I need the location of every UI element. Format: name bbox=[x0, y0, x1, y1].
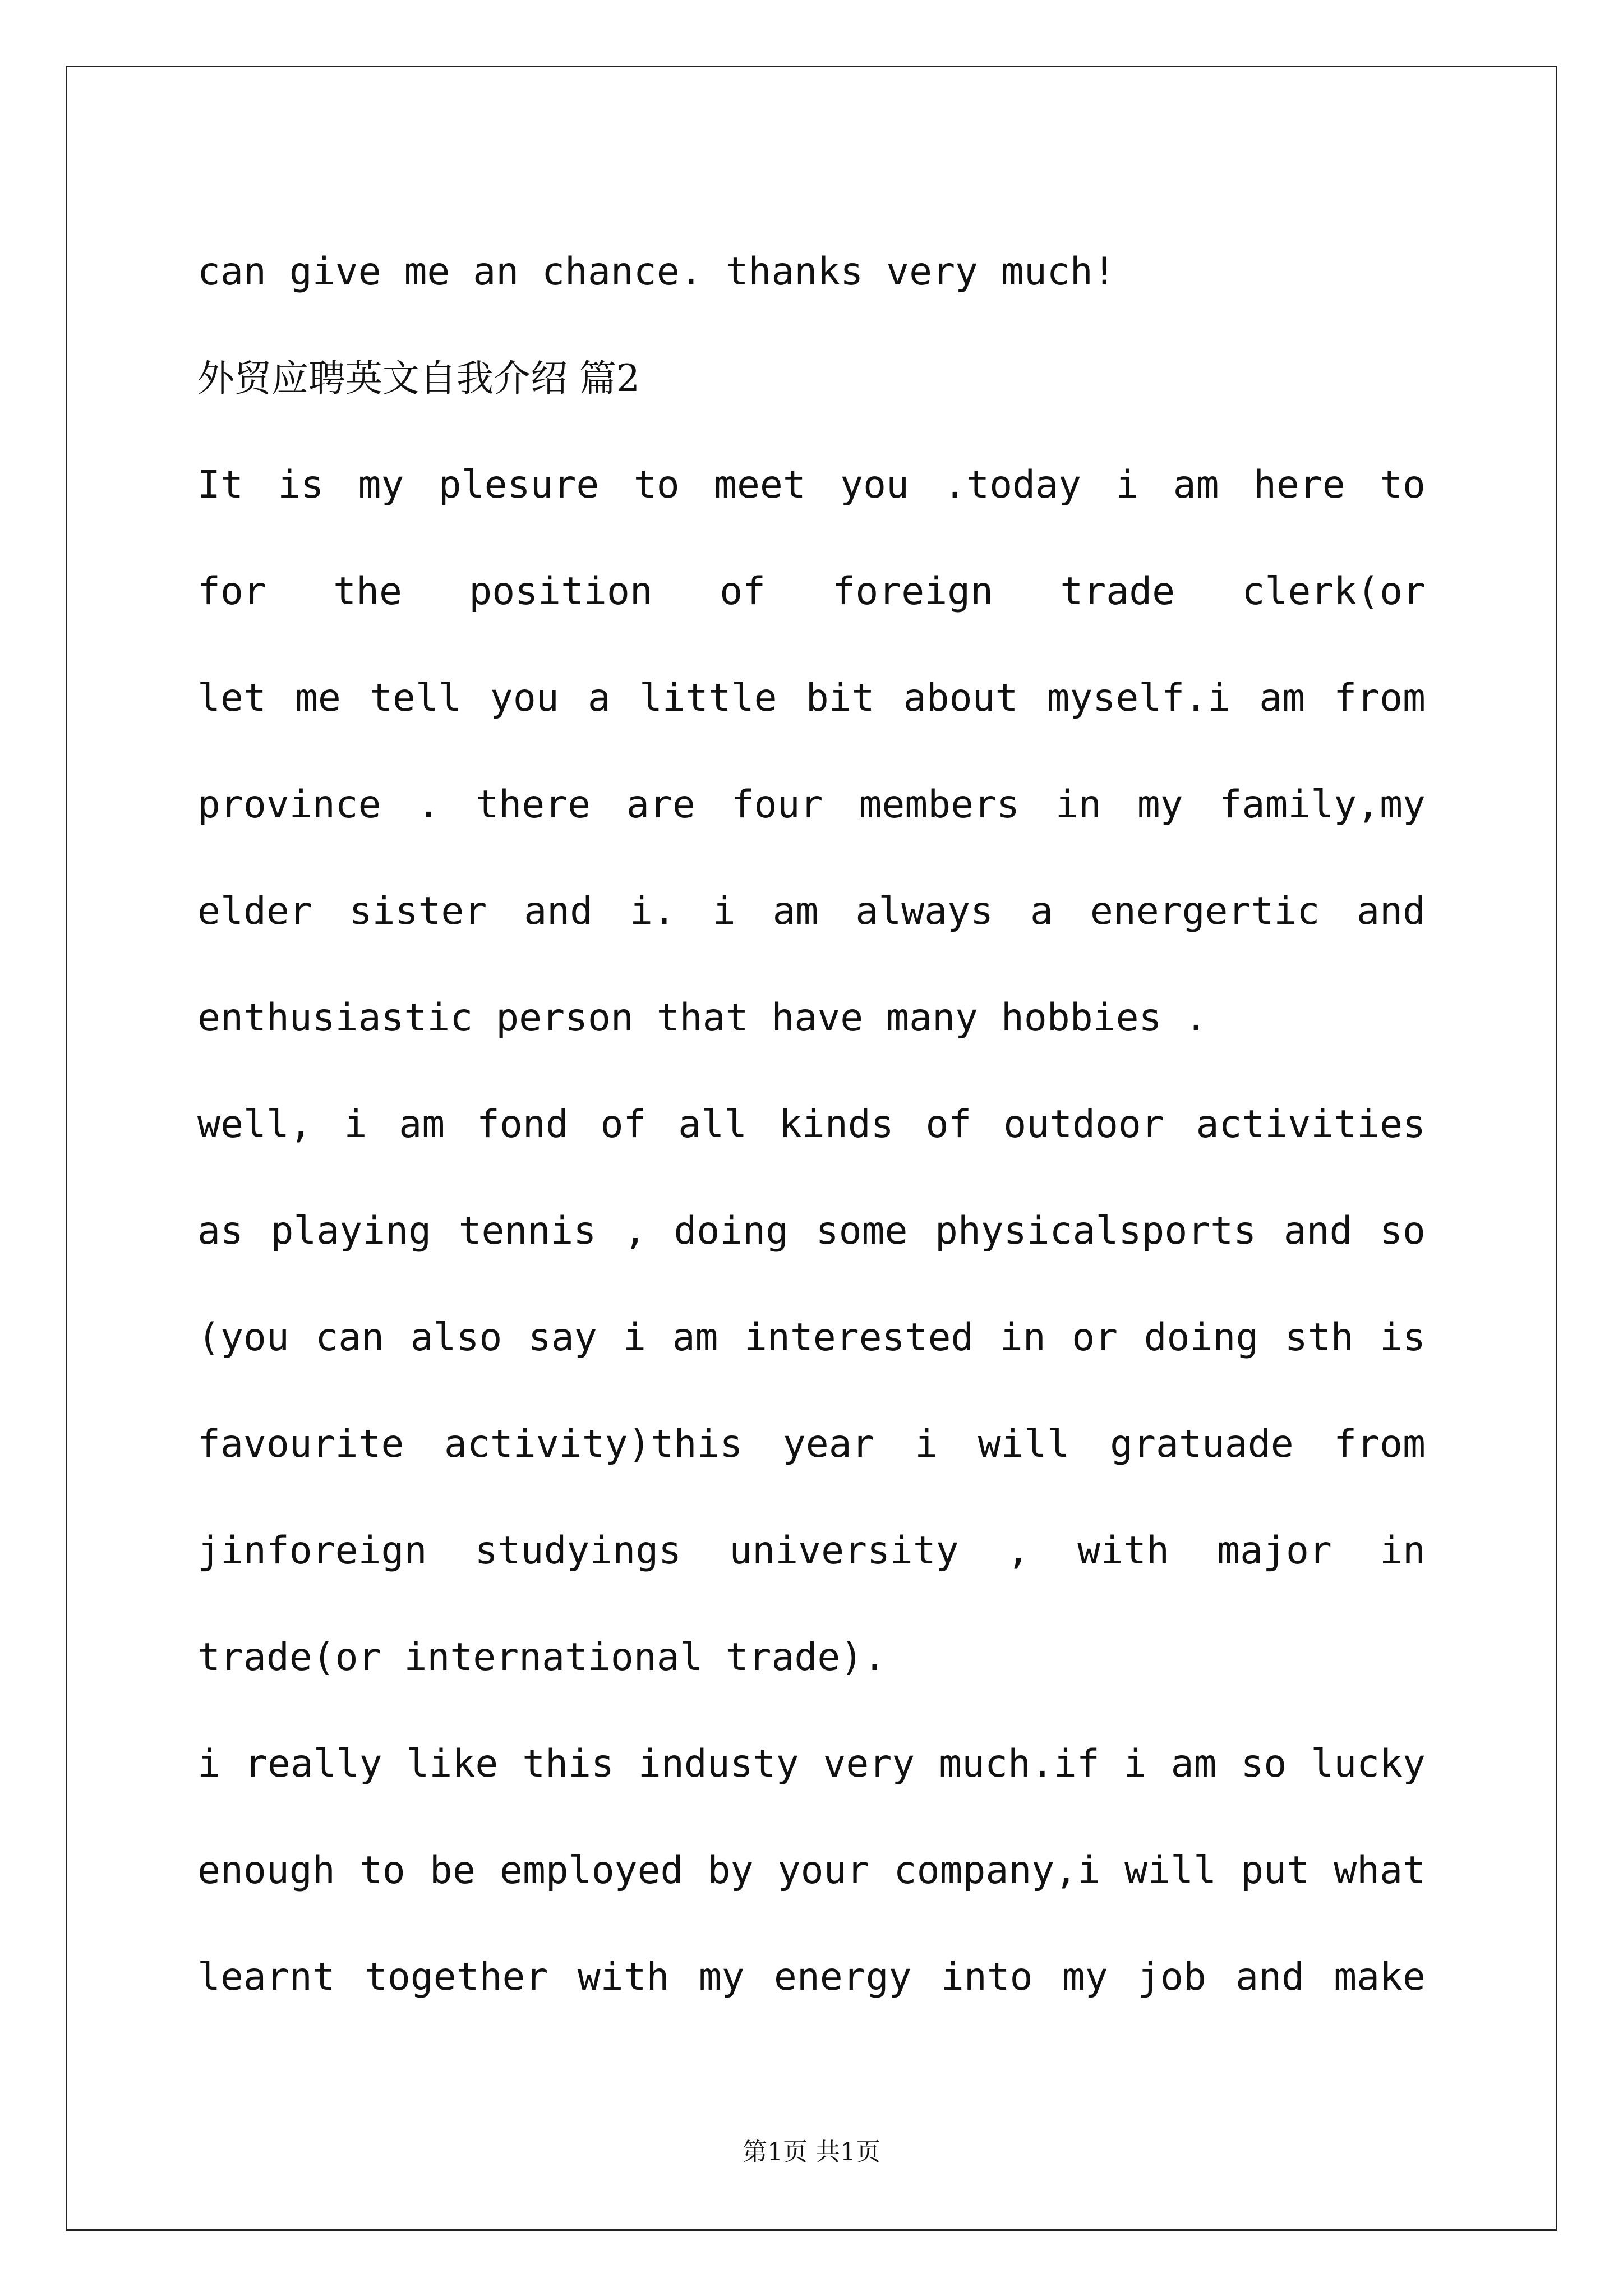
text-line: can give me an chance. thanks very much! bbox=[197, 250, 1116, 294]
text-line: learnt together with my energy into my job and make bbox=[197, 1955, 1426, 1999]
document-body bbox=[197, 219, 1426, 2031]
text-line: It is my plesure to meet you .today i am here to bbox=[197, 463, 1426, 507]
text-line: favourite activity)this year i will gratuade from bbox=[197, 1422, 1426, 1466]
text-line: trade(or international trade). bbox=[197, 1635, 887, 1680]
text-line: well, i am fond of all kinds of outdoor activities bbox=[197, 1102, 1426, 1147]
text-line: (you can also say i am interested in or doing sth is bbox=[197, 1315, 1426, 1360]
text-line: enthusiastic person that have many hobbies . bbox=[197, 996, 1208, 1040]
page-number: 第1页 共1页 bbox=[743, 2138, 880, 2166]
section-heading: 外贸应聘英文自我介绍 篇2 bbox=[197, 357, 640, 400]
text-line: for the position of foreign trade clerk(or bbox=[197, 569, 1426, 614]
text-line: province . there are four members in my family,my bbox=[197, 783, 1426, 827]
text-line: elder sister and i. i am always a energertic and bbox=[197, 889, 1426, 933]
text-line: jinforeign studyings university , with major in bbox=[197, 1529, 1426, 1573]
text-line: let me tell you a little bit about myself.i am from bbox=[197, 676, 1426, 720]
text-line: as playing tennis , doing some physicalsports and so bbox=[197, 1209, 1426, 1253]
text-line: enough to be employed by your company,i will put what bbox=[197, 1848, 1426, 1893]
text-line: i really like this industy very much.if i am so lucky bbox=[197, 1742, 1426, 1786]
